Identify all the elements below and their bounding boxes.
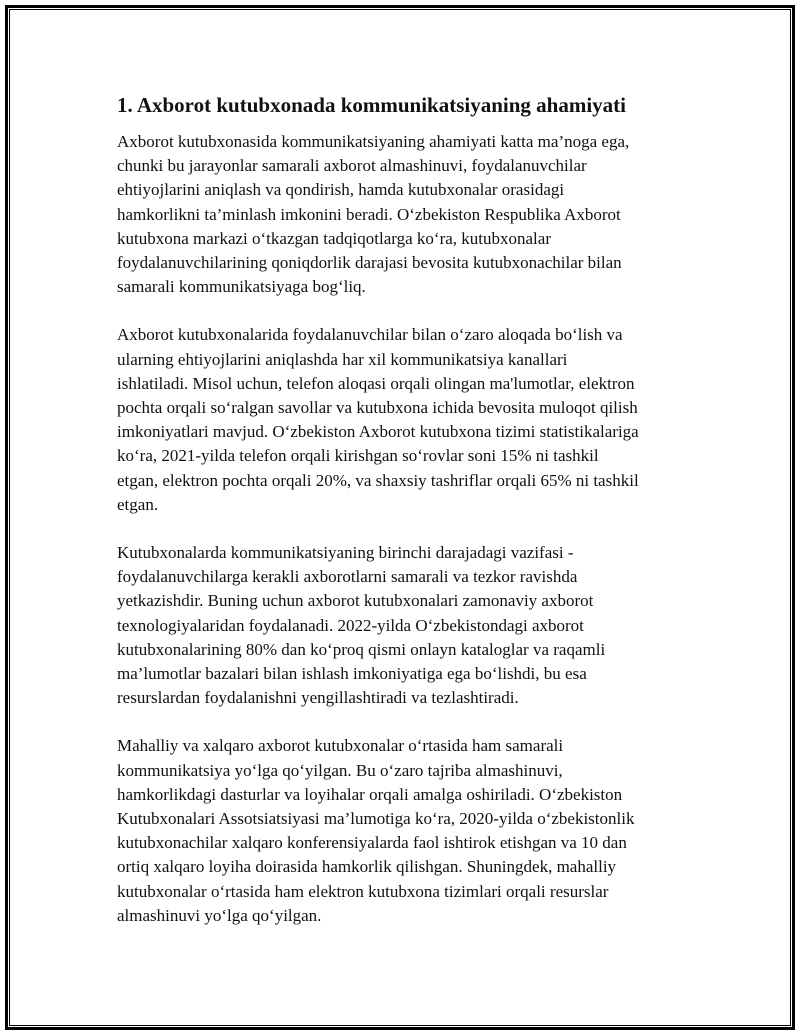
text-line: foydalanuvchilarga kerakli axborotlarni samarali va tezkor ravishda — [117, 567, 578, 587]
text-line: hamkorlikdagi dasturlar va loyihalar orqali amalga oshiriladi. O‘zbekiston — [117, 784, 623, 804]
paragraph-3 — [117, 541, 697, 710]
text-line: ma’lumotlar bazalari bilan ishlash imkoniyatiga ega bo‘lishdi, bu esa — [117, 664, 587, 684]
text-line: Kutubxonalari Assotsiatsiyasi ma’lumotiga ko‘ra, 2020-yilda o‘zbekistonlik — [117, 809, 635, 829]
text-line: kutubxonachilar xalqaro konferensiyalarda faol ishtirok etishgan va 10 dan — [117, 833, 627, 853]
text-line: imkoniyatlari mavjud. O‘zbekiston Axborot kutubxona tizimi statistikalariga — [117, 422, 639, 442]
text-line: Axborot kutubxonasida kommunikatsiyaning ahamiyati katta ma’noga ega, — [117, 132, 630, 151]
section-heading: 1. Axborot kutubxonada kommunikatsiyaning ahamiyati — [117, 93, 627, 117]
paragraph-1 — [117, 130, 697, 299]
text-line: etgan, elektron pochta orqali 20%, va shaxsiy tashriflar orqali 65% ni tashkil — [117, 470, 639, 490]
text-line: Kutubxonalarda kommunikatsiyaning birinchi darajadagi vazifasi - — [117, 543, 574, 563]
text-line: kutubxonalar o‘rtasida ham elektron kutubxona tizimlari orqali resurslar — [117, 881, 609, 901]
text-line: chunki bu jarayonlar samarali axborot almashinuvi, foydalanuvchilar — [117, 156, 587, 176]
text-line: ularning ehtiyojlarini aniqlashda har xil kommunikatsiya kanallari — [117, 349, 568, 369]
paragraph-2 — [117, 323, 697, 517]
text-line: pochta orqali so‘ralgan savollar va kutubxona ichida bevosita muloqot qilish — [117, 398, 638, 418]
text-line: Mahalliy va xalqaro axborot kutubxonalar o‘rtasida ham samarali — [117, 736, 564, 756]
text-line: Axborot kutubxonalarida foydalanuvchilar bilan o‘zaro aloqada bo‘lish va — [117, 325, 623, 345]
text-line: hamkorlikni ta’minlash imkonini beradi. O‘zbekiston Respublika Axborot — [117, 204, 621, 224]
text-line: kommunikatsiya yo‘lga qo‘yilgan. Bu o‘zaro tajriba almashinuvi, — [117, 760, 563, 780]
paragraph-4 — [117, 734, 697, 928]
text-line: samarali kommunikatsiyaga bog‘liq. — [117, 277, 366, 297]
text-line: texnologiyalaridan foydalanadi. 2022-yilda O‘zbekistondagi axborot — [117, 615, 584, 635]
text-line: kutubxona markazi o‘tkazgan tadqiqotlarga ko‘ra, kutubxonalar — [117, 228, 551, 248]
text-line: yetkazishdir. Buning uchun axborot kutubxonalari zamonaviy axborot — [117, 591, 594, 611]
text-line: kutubxonalarining 80% dan ko‘proq qismi onlayn kataloglar va raqamli — [117, 639, 606, 659]
text-line: ortiq xalqaro loyiha doirasida hamkorlik qilishgan. Shuningdek, mahalliy — [117, 857, 617, 877]
document-body — [117, 92, 697, 952]
text-line: ishlatiladi. Misol uchun, telefon aloqasi orqali olingan ma'lumotlar, elektron — [117, 373, 635, 393]
text-line: almashinuvi yo‘lga qo‘yilgan. — [117, 905, 322, 925]
text-line: resurslardan foydalanishni yengillashtiradi va tezlashtiradi. — [117, 688, 519, 708]
text-line: ehtiyojlarini aniqlash va qondirish, hamda kutubxonalar orasidagi — [117, 180, 565, 200]
text-line: ko‘ra, 2021-yilda telefon orqali kirishgan so‘rovlar soni 15% ni tashkil — [117, 446, 599, 466]
text-line: foydalanuvchilarining qoniqdorlik darajasi bevosita kutubxonachilar bilan — [117, 253, 622, 273]
text-line: etgan. — [117, 494, 159, 514]
